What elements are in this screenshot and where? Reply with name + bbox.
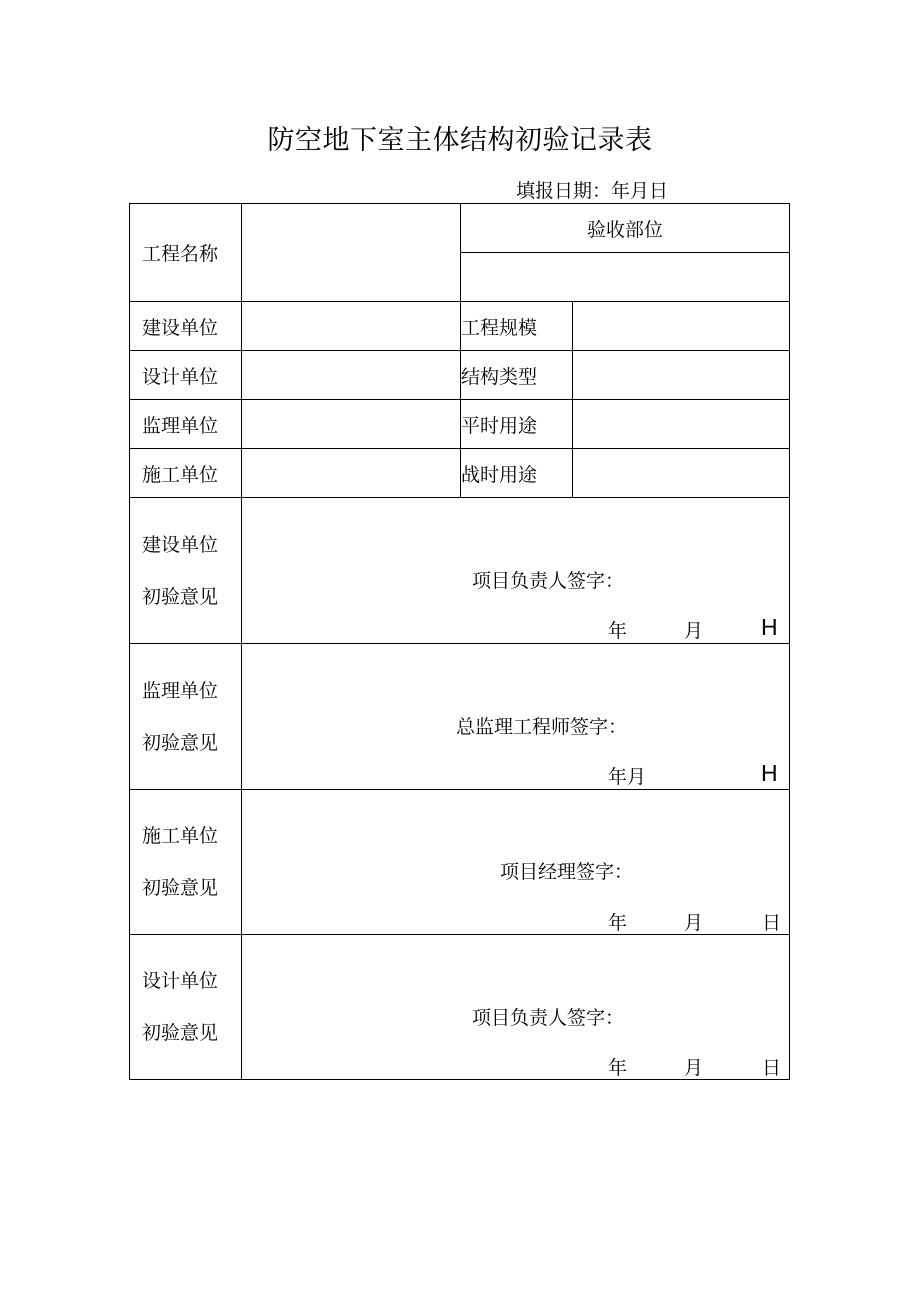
- construction-unit-field[interactable]: [241, 301, 461, 351]
- date-year-month: 年月: [608, 766, 647, 788]
- date-year: 年: [608, 912, 628, 934]
- design-unit-field[interactable]: [241, 350, 461, 400]
- opinion-area-builder[interactable]: [241, 789, 790, 935]
- project-scale-label: 工程规模: [460, 301, 573, 351]
- structure-type-field[interactable]: [572, 350, 790, 400]
- project-name-label: 工程名称: [129, 203, 242, 302]
- opinion-area-design[interactable]: [241, 934, 790, 1080]
- peacetime-use-field[interactable]: [572, 399, 790, 449]
- date-month: 月: [684, 620, 704, 642]
- opinion-label-supervision: 监理单位 初验意见: [129, 643, 242, 790]
- date-year: 年: [608, 1057, 628, 1079]
- builder-unit-label: 施工单位: [129, 448, 242, 498]
- acceptance-part-field[interactable]: [460, 252, 790, 302]
- design-unit-label: 设计单位: [129, 350, 242, 400]
- opinion-label-construction: 建设单位 初验意见: [129, 497, 242, 644]
- page-title: 防空地下室主体结构初验记录表: [267, 125, 653, 156]
- peacetime-use-label: 平时用途: [460, 399, 573, 449]
- project-scale-field[interactable]: [572, 301, 790, 351]
- builder-unit-field[interactable]: [241, 448, 461, 498]
- opinion-label-design: 设计单位 初验意见: [129, 934, 242, 1080]
- supervision-unit-field[interactable]: [241, 399, 461, 449]
- opinion-area-construction[interactable]: [241, 497, 790, 644]
- opinion-label-builder: 施工单位 初验意见: [129, 789, 242, 935]
- signature-label: 项目负责人签字：: [472, 570, 625, 592]
- date-month: 月: [684, 1057, 704, 1079]
- opinion-area-supervision[interactable]: [241, 643, 790, 790]
- wartime-use-field[interactable]: [572, 448, 790, 498]
- acceptance-part-label: 验收部位: [460, 203, 790, 253]
- project-name-field[interactable]: [241, 203, 461, 302]
- signature-label: 项目负责人签字：: [472, 1007, 625, 1029]
- date-day: 日: [762, 1057, 782, 1079]
- supervision-unit-label: 监理单位: [129, 399, 242, 449]
- date-day: 日: [762, 912, 782, 934]
- signature-label: 总监理工程师签字：: [456, 716, 628, 738]
- construction-unit-label: 建设单位: [129, 301, 242, 351]
- fill-date-label: 填报日期：年月日: [516, 180, 669, 202]
- signature-label: 项目经理签字：: [500, 861, 634, 883]
- date-day: H: [761, 614, 778, 640]
- structure-type-label: 结构类型: [460, 350, 573, 400]
- wartime-use-label: 战时用途: [460, 448, 573, 498]
- date-day: H: [761, 760, 778, 786]
- date-month: 月: [684, 912, 704, 934]
- date-year: 年: [608, 620, 628, 642]
